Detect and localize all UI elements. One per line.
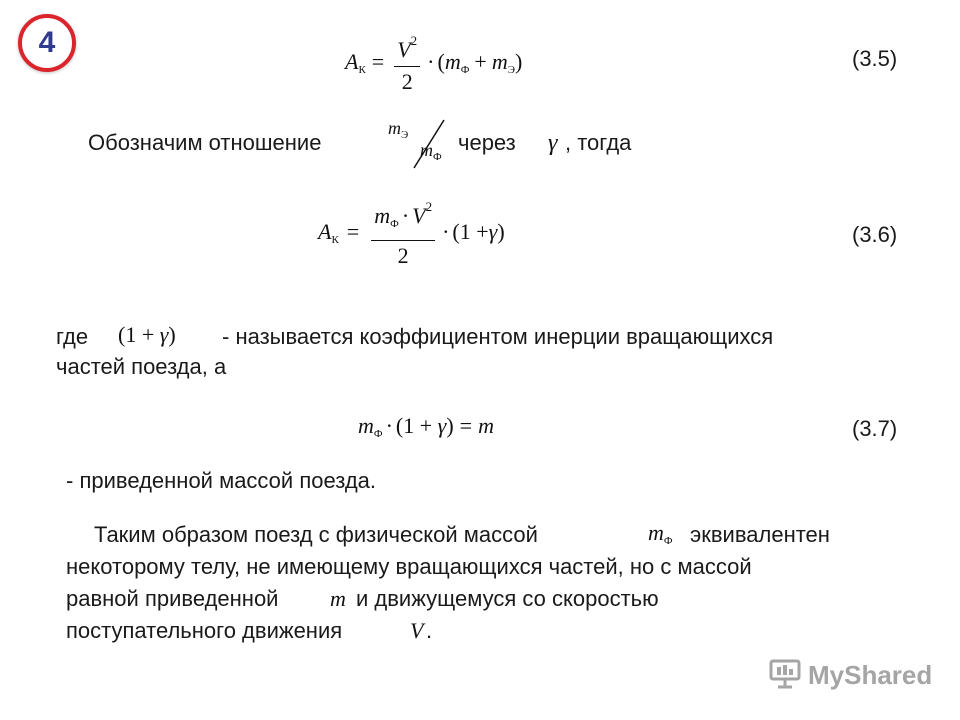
- presentation-icon: [768, 656, 802, 695]
- where-word: где: [56, 324, 89, 349]
- equation-number-3-7: (3.7): [852, 416, 898, 441]
- paragraph-line-4b: .: [426, 618, 433, 643]
- watermark-text: MyShared: [808, 660, 933, 690]
- physical-mass-symbol: $m_Ф$: [648, 520, 673, 547]
- reduced-mass-symbol: m: [330, 586, 346, 611]
- mass-ratio-fraction: $m_Э$ $m_Ф$: [384, 116, 462, 172]
- ratio-label: Обозначим отношение: [88, 130, 322, 155]
- reduced-mass-text: - приведенной массой поезда.: [66, 468, 377, 493]
- paragraph-line-3a: равной приведенной: [66, 586, 279, 611]
- slide-number-badge: [18, 14, 76, 72]
- gamma-symbol: γ: [548, 130, 558, 156]
- equation-number-3-6: (3.6): [852, 222, 898, 247]
- paragraph-line-2: некоторому телу, не имеющему вращающихся частей, но с массой: [66, 554, 752, 579]
- then-label: , тогда: [565, 130, 632, 155]
- equation-number-3-5: (3.5): [852, 46, 898, 71]
- paragraph-line-4a: поступательного движения: [66, 618, 343, 643]
- watermark: [768, 656, 932, 695]
- equation-3-6: $A_К$ = $\frac{m_Ф \cdot V^2}{2}$ · (1 + γ ): [318, 196, 505, 268]
- velocity-symbol: V: [410, 618, 424, 643]
- inertia-factor-expression: (1 + γ): [118, 322, 176, 347]
- paragraph-line-3b: и движущемуся со скоростью: [356, 586, 659, 611]
- paragraph-line-1b: эквивалентен: [690, 522, 830, 547]
- inertia-coefficient-text-cont: частей поезда, а: [56, 354, 227, 379]
- inertia-coefficient-text: - называется коэффициентом инерции вращающихся: [222, 324, 774, 349]
- equation-3-5: $A_К$ = $\frac{V^2}{2}$ · ( $m_Ф$ + $m_Э$ ): [345, 30, 522, 94]
- equation-3-7: $m_Ф \cdot (1 + \gamma) = m$: [358, 413, 494, 440]
- slide-number: 4: [38, 26, 56, 59]
- paragraph-line-1a: Таким образом поезд с физической массой: [94, 522, 538, 547]
- through-label: через: [458, 130, 516, 155]
